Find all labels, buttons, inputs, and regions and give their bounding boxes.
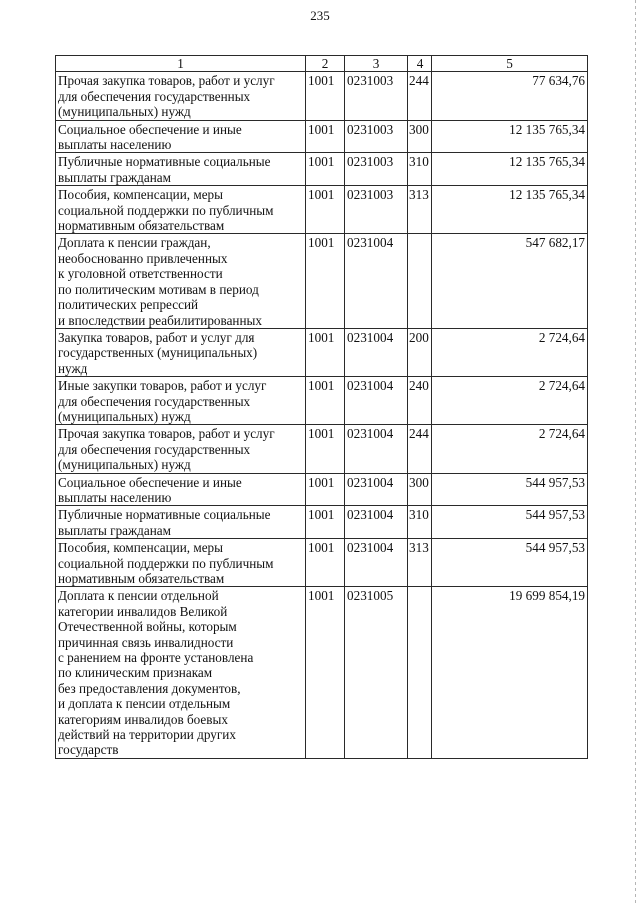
row-name: Пособия, компенсации, меры социальной поддержки по публичным нормативным обязательствам — [56, 539, 306, 587]
row-expense-type: 240 — [408, 377, 432, 425]
row-name: Социальное обеспечение и иные выплаты населению — [56, 120, 306, 153]
row-name: Доплата к пенсии граждан, необоснованно привлеченных к уголовной ответственности по политическим мотивам в период политических репрессий и впоследствии реабилитированных — [56, 234, 306, 328]
table-row — [56, 72, 588, 120]
row-article: 0231003 — [345, 120, 408, 153]
row-section: 1001 — [306, 234, 345, 328]
row-name: Пособия, компенсации, меры социальной поддержки по публичным нормативным обязательствам — [56, 186, 306, 234]
row-amount: 19 699 854,19 — [432, 587, 588, 758]
row-section: 1001 — [306, 186, 345, 234]
row-article: 0231004 — [345, 539, 408, 587]
row-amount: 2 724,64 — [432, 377, 588, 425]
header-col-amount: 5 — [432, 56, 588, 72]
table-row — [56, 539, 588, 587]
row-section: 1001 — [306, 473, 345, 506]
row-section: 1001 — [306, 72, 345, 120]
table-row — [56, 120, 588, 153]
row-expense-type — [408, 234, 432, 328]
row-name: Доплата к пенсии отдельной категории инвалидов Великой Отечественной войны, которым причинная связь инвалидности с ранением на фронте установлена по клиническим признакам без предоставления документов, и доплата к пенсии отдельным категориям инвалидов боевых действий на территории других государств — [56, 587, 306, 758]
row-section: 1001 — [306, 506, 345, 539]
row-article: 0231005 — [345, 587, 408, 758]
row-expense-type: 310 — [408, 153, 432, 186]
row-name: Публичные нормативные социальные выплаты гражданам — [56, 506, 306, 539]
row-amount: 547 682,17 — [432, 234, 588, 328]
row-amount: 544 957,53 — [432, 473, 588, 506]
row-section: 1001 — [306, 153, 345, 186]
row-expense-type: 313 — [408, 539, 432, 587]
row-article: 0231004 — [345, 234, 408, 328]
table-row — [56, 153, 588, 186]
row-name: Иные закупки товаров, работ и услуг для обеспечения государственных (муниципальных) нужд — [56, 377, 306, 425]
row-section: 1001 — [306, 377, 345, 425]
table-row — [56, 587, 588, 758]
row-section: 1001 — [306, 425, 345, 473]
row-expense-type: 300 — [408, 473, 432, 506]
row-section: 1001 — [306, 587, 345, 758]
row-amount: 12 135 765,34 — [432, 186, 588, 234]
budget-table — [55, 55, 588, 759]
row-name: Прочая закупка товаров, работ и услуг для обеспечения государственных (муниципальных) нужд — [56, 425, 306, 473]
row-amount: 544 957,53 — [432, 539, 588, 587]
row-expense-type — [408, 587, 432, 758]
row-amount: 2 724,64 — [432, 425, 588, 473]
row-article: 0231004 — [345, 506, 408, 539]
row-amount: 2 724,64 — [432, 328, 588, 376]
row-name: Закупка товаров, работ и услуг для государственных (муниципальных) нужд — [56, 328, 306, 376]
table-row — [56, 328, 588, 376]
table-row — [56, 506, 588, 539]
row-article: 0231003 — [345, 186, 408, 234]
table-row — [56, 234, 588, 328]
header-row — [56, 56, 588, 72]
row-amount: 12 135 765,34 — [432, 153, 588, 186]
row-article: 0231004 — [345, 425, 408, 473]
row-amount: 77 634,76 — [432, 72, 588, 120]
row-article: 0231003 — [345, 153, 408, 186]
row-name: Социальное обеспечение и иные выплаты населению — [56, 473, 306, 506]
table-row — [56, 473, 588, 506]
row-amount: 12 135 765,34 — [432, 120, 588, 153]
row-section: 1001 — [306, 328, 345, 376]
table-row — [56, 186, 588, 234]
row-name: Прочая закупка товаров, работ и услуг для обеспечения государственных (муниципальных) нужд — [56, 72, 306, 120]
row-section: 1001 — [306, 120, 345, 153]
row-expense-type: 300 — [408, 120, 432, 153]
table-row — [56, 377, 588, 425]
row-expense-type: 310 — [408, 506, 432, 539]
row-section: 1001 — [306, 539, 345, 587]
row-expense-type: 244 — [408, 72, 432, 120]
header-col-expense-type: 4 — [408, 56, 432, 72]
row-article: 0231004 — [345, 377, 408, 425]
row-amount: 544 957,53 — [432, 506, 588, 539]
row-article: 0231004 — [345, 328, 408, 376]
header-col-name: 1 — [56, 56, 306, 72]
row-expense-type: 313 — [408, 186, 432, 234]
row-article: 0231003 — [345, 72, 408, 120]
scan-edge-line — [635, 0, 636, 905]
row-expense-type: 244 — [408, 425, 432, 473]
table-row — [56, 425, 588, 473]
header-col-section: 2 — [306, 56, 345, 72]
row-article: 0231004 — [345, 473, 408, 506]
row-expense-type: 200 — [408, 328, 432, 376]
header-col-article: 3 — [345, 56, 408, 72]
row-name: Публичные нормативные социальные выплаты гражданам — [56, 153, 306, 186]
page-number: 235 — [310, 8, 330, 23]
